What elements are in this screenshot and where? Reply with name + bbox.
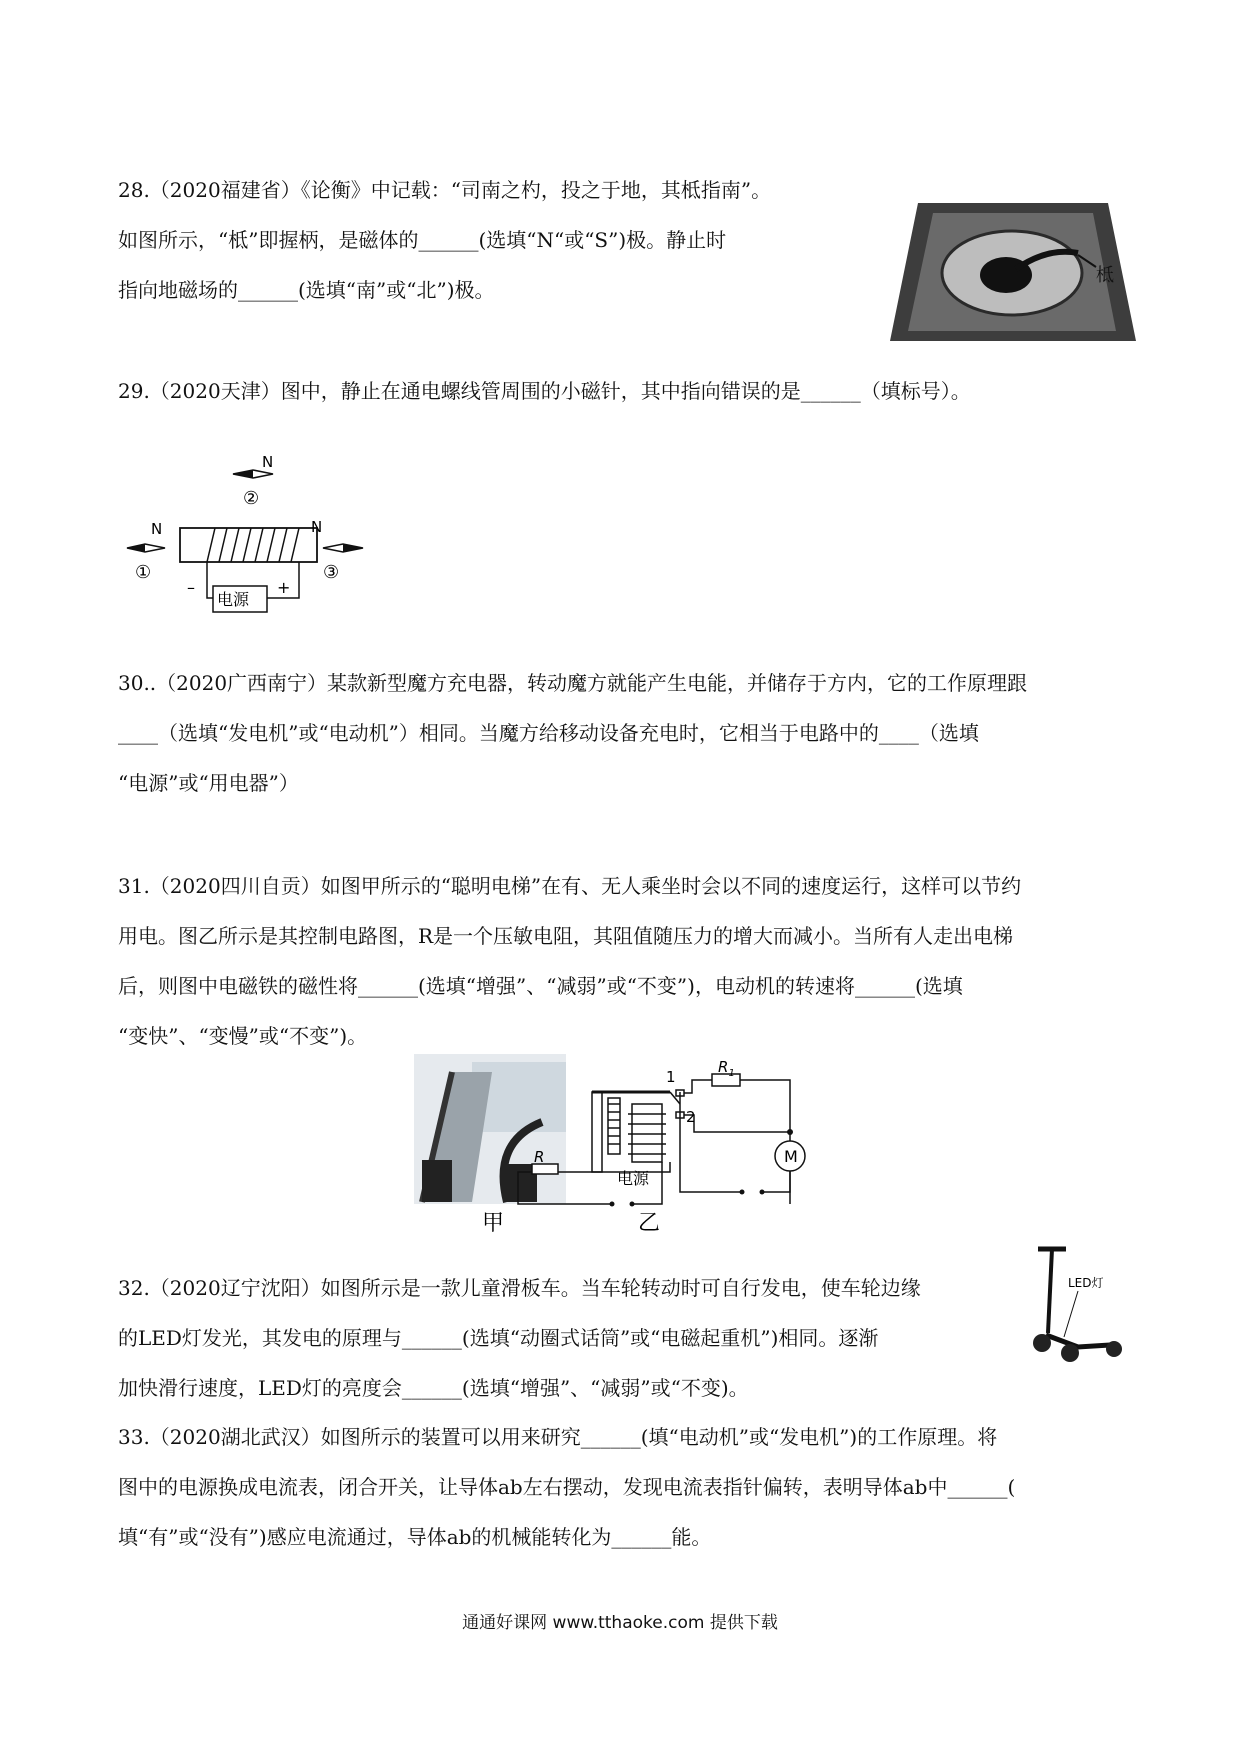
question-line: 加快滑行速度，LED灯的亮度会______(选填“增强”、“减弱”或“不变)。 — [118, 1376, 749, 1400]
circuit-wire — [207, 562, 213, 598]
question-line: 的LED灯发光，其发电的原理与______(选填“动圈式话筒”或“电磁起重机”)相同。逐渐 — [118, 1326, 879, 1350]
scooter-wheel — [1061, 1344, 1079, 1362]
terminal-dot — [740, 1190, 745, 1195]
wire-main — [680, 1092, 742, 1192]
terminal-dot — [610, 1202, 615, 1207]
power-label: 电源 — [617, 1169, 650, 1188]
needle-n-label: N — [311, 518, 323, 536]
led-label: LED灯 — [1068, 1276, 1104, 1290]
question-line: 指向地磁场的______(选填“南”或“北”)极。 — [118, 278, 495, 302]
question-line: 29.（2020天津）图中，静止在通电螺线管周围的小磁针，其中指向错误的是______（填标号）。 — [118, 379, 971, 403]
contact-2-label: 2 — [686, 1108, 696, 1126]
needle-dark-half — [343, 544, 363, 552]
wire-contact-2 — [684, 1115, 790, 1132]
question-line: 28.（2020福建省）《论衡》中记载：“司南之杓，投之于地，其柢指南”。 — [118, 178, 772, 202]
caption-jia: 甲 — [482, 1211, 505, 1236]
relay-frame — [592, 1092, 602, 1172]
power-source-label: 电源 — [217, 590, 250, 609]
needle-number: ② — [243, 488, 260, 509]
needle-dark-half — [127, 544, 145, 552]
sinan-compass-figure — [888, 195, 1138, 345]
question-30 — [118, 658, 1027, 808]
escalator-photo — [414, 1054, 566, 1204]
question-31 — [118, 861, 1021, 1061]
question-line: ____（选填“发电机”或“电动机”）相同。当魔方给移动设备充电时，它相当于电路中的____（选填 — [118, 721, 979, 745]
page-footer: 通通好课网 www.tthaoke.com 提供下载 — [462, 1613, 778, 1633]
minus-terminal: – — [187, 578, 195, 597]
handle-label: 柢 — [1096, 265, 1114, 286]
motor-label: M — [784, 1147, 798, 1166]
scooter-wheel — [1033, 1334, 1051, 1352]
wire-contact-1 — [684, 1080, 712, 1093]
r1-label: $R_1$ — [718, 1058, 735, 1079]
spring — [608, 1098, 620, 1154]
contact-1-label: 1 — [666, 1068, 676, 1086]
scooter-wheel — [1106, 1341, 1122, 1357]
label-pointer — [1064, 1291, 1078, 1337]
question-line: 填“有”或“没有”)感应电流通过，导体ab的机械能转化为______能。 — [118, 1525, 712, 1549]
junction-dot — [787, 1129, 793, 1135]
caption-yi: 乙 — [638, 1211, 661, 1236]
solenoid-core — [180, 528, 317, 562]
scooter-figure — [1018, 1245, 1128, 1365]
question-line: 32.（2020辽宁沈阳）如图所示是一款儿童滑板车。当车轮转动时可自行发电，使车轮边缘 — [118, 1276, 921, 1300]
plus-terminal: + — [277, 578, 291, 597]
needle-number: ① — [135, 562, 152, 583]
question-32 — [118, 1263, 921, 1413]
question-line: “变快”、“变慢”或“不变”)。 — [118, 1024, 368, 1048]
scooter-stem — [1048, 1249, 1052, 1333]
wire-r1 — [740, 1080, 790, 1204]
question-33 — [118, 1412, 1015, 1562]
question-line: 33.（2020湖北武汉）如图所示的装置可以用来研究______(填“电动机”或“发电机”)的工作原理。将 — [118, 1425, 998, 1449]
needle-number: ③ — [323, 562, 340, 583]
needle-n-label: N — [262, 453, 274, 471]
question-29 — [118, 366, 971, 416]
scooter-deck — [1046, 1335, 1110, 1347]
question-line: “电源”或“用电器”） — [118, 771, 299, 795]
terminal-dot — [760, 1190, 765, 1195]
needle-n-label: N — [151, 520, 163, 538]
question-line: 后，则图中电磁铁的磁性将______(选填“增强”、“减弱”或“不变”)，电动机的转速将______(选填 — [118, 974, 963, 998]
question-line: 如图所示，“柢”即握柄，是磁体的______(选填“N“或“S”)极。静止时 — [118, 228, 727, 252]
question-line: 30..（2020广西南宁）某款新型魔方充电器，转动魔方就能产生电能，并储存于方内，它的工作原理跟 — [118, 671, 1028, 695]
question-line: 用电。图乙所示是其控制电路图，R是一个压敏电阻，其阻值随压力的增大而减小。当所有人走出电梯 — [118, 924, 1014, 948]
needle-dark-half — [233, 470, 253, 478]
question-line: 31.（2020四川自贡）如图甲所示的“聪明电梯”在有、无人乘坐时会以不同的速度运行，这样可以节约 — [118, 874, 1022, 898]
elevator-figure — [412, 1052, 852, 1236]
escalator-base — [422, 1160, 452, 1202]
question-line: 图中的电源换成电流表，闭合开关，让导体ab左右摆动，发现电流表指针偏转，表明导体ab中______( — [118, 1475, 1016, 1499]
wire-motor — [762, 1171, 790, 1192]
terminal-dot — [630, 1202, 635, 1207]
r-label: R — [534, 1148, 545, 1166]
solenoid-figure — [125, 448, 405, 628]
question-28 — [118, 165, 771, 315]
